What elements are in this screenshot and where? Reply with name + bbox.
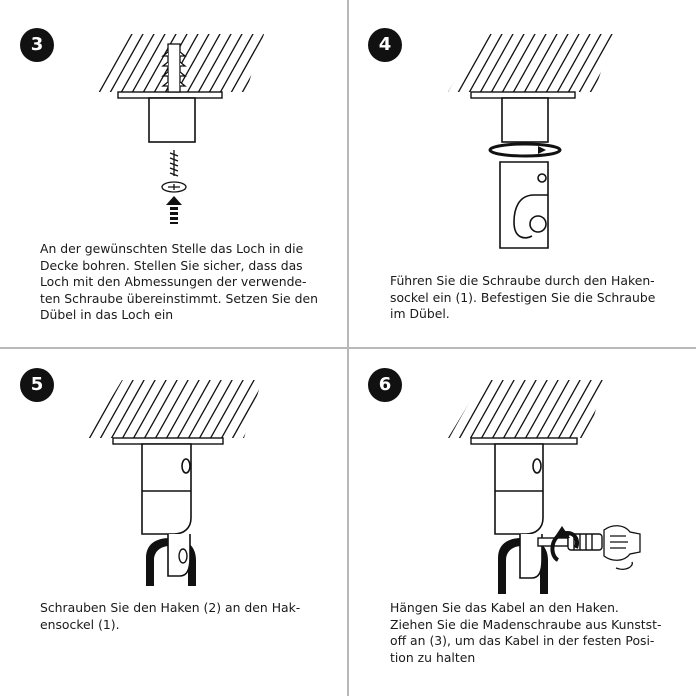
hatch-line <box>619 373 661 448</box>
hatch-line <box>520 373 562 448</box>
screwdriver-icon <box>538 534 602 550</box>
hatch-line <box>564 373 606 448</box>
step-caption <box>390 600 661 666</box>
caption-line: im Dübel. <box>390 306 450 321</box>
hatch-line <box>575 373 617 448</box>
hatch-line <box>95 373 137 448</box>
hatch-line <box>487 373 529 448</box>
hatch-line <box>150 373 192 448</box>
caption-line: off an (3), um das Kabel in der festen Posi- <box>390 633 655 648</box>
ceiling-hatch <box>40 373 348 448</box>
step-caption <box>390 273 655 323</box>
hatch-line <box>249 373 291 448</box>
hatch-line <box>553 25 595 100</box>
hatch-line <box>315 25 348 100</box>
hatch-line <box>476 373 518 448</box>
hatch-line <box>106 373 148 448</box>
hatch-line <box>630 25 672 100</box>
ceiling-plate <box>113 438 223 444</box>
hatch-line <box>443 373 485 448</box>
hook-assembly <box>142 444 191 534</box>
caption-line: ensockel (1). <box>40 616 120 632</box>
step-caption <box>40 600 300 633</box>
ceiling-plate <box>118 92 222 98</box>
hatch-line <box>139 373 181 448</box>
step-panel-3 <box>0 0 348 348</box>
hatch-line <box>304 25 346 100</box>
hatch-line <box>663 25 696 100</box>
ceiling-hatch <box>40 25 348 100</box>
hatch-line <box>194 373 236 448</box>
hatch-line <box>641 25 683 100</box>
hatch-line <box>421 373 463 448</box>
step-number-badge: 3 <box>20 28 54 62</box>
step-5-illustration <box>0 348 348 696</box>
hatch-line <box>238 373 280 448</box>
arrow-up-icon <box>166 196 182 224</box>
hatch-line <box>531 373 573 448</box>
hatch-line <box>282 25 324 100</box>
caption-line: Loch mit den Abmessungen der verwende- <box>40 274 307 289</box>
hatch-line <box>62 25 104 100</box>
hatch-line <box>399 373 441 448</box>
caption-line: Hängen Sie das Kabel an den Haken. <box>390 600 619 615</box>
rotate-arrow-icon <box>490 144 560 156</box>
hatch-line <box>73 25 115 100</box>
hatch-line <box>205 373 247 448</box>
hatch-line <box>73 373 115 448</box>
hatch-line <box>564 25 606 100</box>
hatch-line <box>183 373 225 448</box>
hatch-line <box>597 25 639 100</box>
hatch-line <box>183 25 225 100</box>
hatch-line <box>531 25 573 100</box>
hatch-line <box>293 25 335 100</box>
caption-line: Ziehen Sie die Madenschraube aus Kunstst- <box>390 616 662 632</box>
screw-icon <box>162 150 186 192</box>
hatch-line <box>304 373 346 448</box>
hatch-line <box>652 25 694 100</box>
hatch-line <box>432 373 474 448</box>
hatch-line <box>410 25 452 100</box>
hatch-line <box>542 373 584 448</box>
ceiling-plate <box>471 438 577 444</box>
hatch-line <box>271 373 313 448</box>
hatch-line <box>117 25 159 100</box>
ceiling-hatch <box>388 25 696 100</box>
hatch-line <box>487 25 529 100</box>
hook-assembly <box>495 444 543 534</box>
caption-line: Führen Sie die Schraube durch den Haken- <box>390 273 655 288</box>
hatch-line <box>84 25 126 100</box>
hand-icon <box>604 526 640 570</box>
hatch-line <box>586 25 628 100</box>
hatch-line <box>663 373 696 448</box>
hatch-line <box>575 25 617 100</box>
hatch-line <box>410 373 452 448</box>
hatch-line <box>106 25 148 100</box>
caption-line: sockel ein (1). Befestigen Sie die Schraube <box>390 289 656 305</box>
step-number-badge: 4 <box>368 28 402 62</box>
hatch-line <box>509 25 551 100</box>
hatch-line <box>51 25 93 100</box>
hatch-line <box>443 25 485 100</box>
hatch-line <box>172 373 214 448</box>
hook-body <box>500 162 548 248</box>
hatch-line <box>630 373 672 448</box>
hatch-line <box>652 373 694 448</box>
hatch-line <box>553 373 595 448</box>
step-caption <box>40 241 318 324</box>
hatch-line <box>432 25 474 100</box>
hook-socket <box>149 98 195 142</box>
hatch-line <box>597 373 639 448</box>
hatch-line <box>227 373 269 448</box>
hatch-line <box>84 373 126 448</box>
hatch-line <box>260 25 302 100</box>
hatch-line <box>128 373 170 448</box>
caption-line: Schrauben Sie den Haken (2) an den Hak- <box>40 600 301 615</box>
hatch-line <box>498 25 540 100</box>
hatch-line <box>421 25 463 100</box>
step-number-badge: 6 <box>368 368 402 402</box>
hatch-line <box>619 25 661 100</box>
hatch-line <box>399 25 441 100</box>
ceiling-hatch <box>388 373 696 448</box>
hatch-line <box>454 373 496 448</box>
hatch-line <box>476 25 518 100</box>
hatch-line <box>216 373 258 448</box>
hatch-line <box>520 25 562 100</box>
step-panel-6 <box>348 348 696 696</box>
hatch-line <box>465 373 507 448</box>
hatch-line <box>282 373 324 448</box>
hatch-line <box>216 25 258 100</box>
step-panel-5 <box>0 348 348 696</box>
hook-socket <box>502 98 548 142</box>
caption-line: tion zu halten <box>390 649 476 665</box>
hatch-line <box>51 373 93 448</box>
hatch-line <box>117 373 159 448</box>
hatch-line <box>161 373 203 448</box>
caption-line: ten Schraube übereinstimmt. Setzen Sie den <box>40 290 318 306</box>
caption-line: An der gewünschten Stelle das Loch in die <box>40 241 304 256</box>
hatch-line <box>271 25 313 100</box>
hatch-line <box>465 25 507 100</box>
hatch-line <box>62 373 104 448</box>
hatch-line <box>205 25 247 100</box>
hatch-line <box>249 25 291 100</box>
hatch-line <box>586 373 628 448</box>
hatch-line <box>260 373 302 448</box>
hatch-line <box>608 25 650 100</box>
hatch-line <box>293 373 335 448</box>
caption-line: Dübel in das Loch ein <box>40 307 174 322</box>
hatch-line <box>194 25 236 100</box>
step-panel-4 <box>348 0 696 348</box>
hatch-line <box>509 373 551 448</box>
set-screw <box>179 549 187 563</box>
hatch-line <box>608 373 650 448</box>
hatch-line <box>498 373 540 448</box>
hatch-line <box>95 25 137 100</box>
hatch-line <box>315 373 348 448</box>
step-number-badge: 5 <box>20 368 54 402</box>
hatch-line <box>227 25 269 100</box>
hatch-line <box>238 25 280 100</box>
hatch-line <box>542 25 584 100</box>
caption-line: Decke bohren. Stellen Sie sicher, dass das <box>40 257 303 273</box>
hatch-line <box>641 373 683 448</box>
ceiling-plate <box>471 92 575 98</box>
hatch-line <box>454 25 496 100</box>
hatch-line <box>128 25 170 100</box>
